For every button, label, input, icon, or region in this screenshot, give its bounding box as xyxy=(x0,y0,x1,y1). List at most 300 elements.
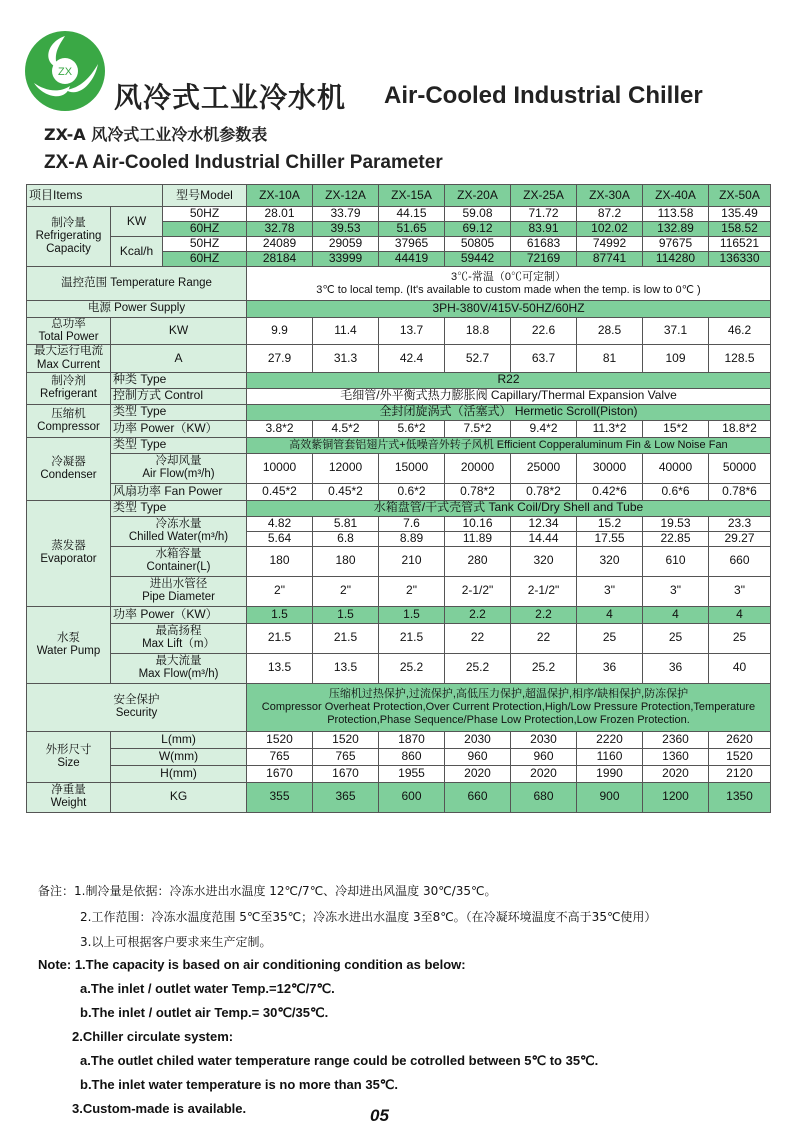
value-cell: 11.3*2 xyxy=(577,420,643,437)
value-cell: 1360 xyxy=(643,748,709,765)
value-cell: 52.7 xyxy=(445,345,511,372)
refrigerant-control: 毛细管/外平衡式热力膨胀阀 Capillary/Thermal Expansion Valve xyxy=(247,388,771,404)
cell-text: Protection,Phase Sequence/Phase Low Protection,Low Frozen Protection. xyxy=(327,713,690,726)
value-cell: 12000 xyxy=(313,453,379,483)
cell-text: Refrigerant xyxy=(40,388,97,401)
value-cell: 1870 xyxy=(379,731,445,748)
cell-text: Max Flow(m³/h) xyxy=(138,668,219,681)
value-cell: 25 xyxy=(643,623,709,653)
value-cell: 900 xyxy=(577,782,643,812)
table-row xyxy=(27,546,771,576)
value-cell: 113.58 xyxy=(643,207,709,222)
model-header: ZX-50A xyxy=(709,185,771,207)
value-cell: 660 xyxy=(709,546,771,576)
security-label xyxy=(27,683,247,731)
value-cell: 29.27 xyxy=(709,531,771,546)
value-cell: 21.5 xyxy=(379,623,445,653)
value-cell: 4.82 xyxy=(247,516,313,531)
sub-label: 类型 Type xyxy=(111,500,247,516)
value-cell: 17.55 xyxy=(577,531,643,546)
value-cell: 61683 xyxy=(511,237,577,252)
cell-text: 冷却风量 xyxy=(155,455,202,468)
total-power-label xyxy=(27,318,111,345)
value-cell: 25.2 xyxy=(445,653,511,683)
refrigerant-label xyxy=(27,372,111,404)
sub-label xyxy=(111,576,247,606)
value-cell: 37.1 xyxy=(643,318,709,345)
sub-label xyxy=(111,623,247,653)
table-row xyxy=(27,483,771,500)
cell-text: 蒸发器 xyxy=(51,540,86,553)
cell-text: 3℃-常温（0℃可定制） xyxy=(451,270,566,283)
value-cell: 2" xyxy=(313,576,379,606)
page-header xyxy=(22,28,792,118)
value-cell: 28.01 xyxy=(247,207,313,222)
zx-logo xyxy=(22,28,108,114)
value-cell: 11.4 xyxy=(313,318,379,345)
cell-text: 3℃ to local temp. (It's available to custom made when the temp. is low to 0℃ ) xyxy=(316,283,701,296)
header-model: 型号Model xyxy=(163,185,247,207)
value-cell: 132.89 xyxy=(643,222,709,237)
cell-text: 制冷剂 xyxy=(51,375,86,388)
sub-label: 种类 Type xyxy=(111,372,247,388)
value-cell: 23.3 xyxy=(709,516,771,531)
value-cell: 0.78*2 xyxy=(511,483,577,500)
table-row xyxy=(27,420,771,437)
cell-text: 最高扬程 xyxy=(155,625,202,638)
value-cell: 18.8 xyxy=(445,318,511,345)
table-row xyxy=(27,623,771,653)
value-cell: 960 xyxy=(445,748,511,765)
value-cell: 72169 xyxy=(511,252,577,267)
value-cell: 28184 xyxy=(247,252,313,267)
value-cell: 27.9 xyxy=(247,345,313,372)
value-cell: 39.53 xyxy=(313,222,379,237)
value-cell: 1670 xyxy=(313,765,379,782)
model-header: ZX-40A xyxy=(643,185,709,207)
note-cn-1: 备注：1.制冷量是依据：冷冻水进出水温度 12℃/7℃、冷却进出风温度 30℃/35℃。 xyxy=(38,884,497,898)
value-cell: 1955 xyxy=(379,765,445,782)
value-cell: 44419 xyxy=(379,252,445,267)
cell-text: Compressor xyxy=(37,420,100,433)
value-cell: 25.2 xyxy=(379,653,445,683)
cell-text: Security xyxy=(115,707,158,720)
table-row xyxy=(27,765,771,782)
value-cell: 9.9 xyxy=(247,318,313,345)
value-cell: 9.4*2 xyxy=(511,420,577,437)
cell-text: Compressor Overheat Protection,Over Current Protection,High/Low Pressure Protection,Temperature xyxy=(261,701,756,714)
sub-label: H(mm) xyxy=(111,765,247,782)
table-row xyxy=(27,437,771,453)
value-cell: 5.64 xyxy=(247,531,313,546)
value-cell: 2020 xyxy=(445,765,511,782)
table-row xyxy=(27,237,771,252)
value-cell: 33999 xyxy=(313,252,379,267)
value-cell: 180 xyxy=(313,546,379,576)
table-row xyxy=(27,516,771,531)
value-cell: 1990 xyxy=(577,765,643,782)
value-cell: 22 xyxy=(445,623,511,653)
value-cell: 2-1/2" xyxy=(511,576,577,606)
cell-text: Capacity xyxy=(46,243,91,256)
value-cell: 36 xyxy=(577,653,643,683)
hz-50: 50HZ xyxy=(163,207,247,222)
value-cell: 15.2 xyxy=(577,516,643,531)
cell-text: 外形尺寸 xyxy=(45,743,92,756)
weight-label xyxy=(27,782,111,812)
hz-60: 60HZ xyxy=(163,222,247,237)
value-cell: 1.5 xyxy=(379,606,445,623)
cell-text: 最大流量 xyxy=(155,655,202,668)
note-en-2: a.The inlet / outlet water Temp.=12℃/7℃. xyxy=(80,981,335,996)
value-cell: 0.78*6 xyxy=(709,483,771,500)
table-row xyxy=(27,782,771,812)
cell-text: Max Lift（m） xyxy=(142,638,215,651)
cell-text: 压缩机过热保护,过流保护,高低压力保护,超温保护,相序/缺相保护,防冻保护 xyxy=(328,688,689,701)
compressor-type: 全封闭旋涡式（活塞式） Hermetic Scroll(Piston) xyxy=(247,404,771,420)
value-cell: 1520 xyxy=(247,731,313,748)
cell-text: 安全保护 xyxy=(113,694,160,707)
cell-text: 最大运行电流 xyxy=(34,345,103,358)
value-cell: 6.8 xyxy=(313,531,379,546)
size-label xyxy=(27,731,111,782)
value-cell: 109 xyxy=(643,345,709,372)
value-cell: 29059 xyxy=(313,237,379,252)
evaporator-label xyxy=(27,500,111,606)
value-cell: 7.6 xyxy=(379,516,445,531)
value-cell: 1.5 xyxy=(313,606,379,623)
value-cell: 1520 xyxy=(313,731,379,748)
value-cell: 2" xyxy=(379,576,445,606)
value-cell: 2020 xyxy=(643,765,709,782)
table-row xyxy=(27,606,771,623)
value-cell: 32.78 xyxy=(247,222,313,237)
value-cell: 31.3 xyxy=(313,345,379,372)
value-cell: 15*2 xyxy=(643,420,709,437)
cell-text: 制冷量 xyxy=(51,216,86,229)
value-cell: 1670 xyxy=(247,765,313,782)
cell-text: 冷凝器 xyxy=(51,455,86,468)
sub-label: W(mm) xyxy=(111,748,247,765)
value-cell: 28.5 xyxy=(577,318,643,345)
refrig-kcal: Kcal/h xyxy=(111,237,163,267)
power-supply-value: 3PH-380V/415V-50HZ/60HZ xyxy=(247,301,771,318)
value-cell: 765 xyxy=(313,748,379,765)
value-cell: 210 xyxy=(379,546,445,576)
value-cell: 10000 xyxy=(247,453,313,483)
value-cell: 5.6*2 xyxy=(379,420,445,437)
model-header: ZX-20A xyxy=(445,185,511,207)
sub-label xyxy=(111,516,247,546)
value-cell: 4 xyxy=(577,606,643,623)
sub-label xyxy=(111,546,247,576)
value-cell: 21.5 xyxy=(313,623,379,653)
page-number: 05 xyxy=(370,1106,389,1125)
value-cell: 0.45*2 xyxy=(247,483,313,500)
value-cell: 4 xyxy=(643,606,709,623)
cell-text: 水泵 xyxy=(57,631,80,644)
cell-text: Evaporator xyxy=(40,553,97,566)
parameter-table xyxy=(26,184,771,813)
value-cell: 36 xyxy=(643,653,709,683)
value-cell: 0.6*2 xyxy=(379,483,445,500)
table-row xyxy=(27,185,771,207)
table-row xyxy=(27,748,771,765)
cell-text: Weight xyxy=(50,797,87,810)
condenser-label xyxy=(27,437,111,500)
cell-text: Chilled Water(m³/h) xyxy=(128,531,229,544)
value-cell: 1.5 xyxy=(247,606,313,623)
table-row xyxy=(27,576,771,606)
value-cell: 22 xyxy=(511,623,577,653)
temp-range-value xyxy=(247,267,771,301)
hz-60: 60HZ xyxy=(163,252,247,267)
table-row xyxy=(27,388,771,404)
value-cell: 40000 xyxy=(643,453,709,483)
unit-cell: KW xyxy=(111,318,247,345)
value-cell: 71.72 xyxy=(511,207,577,222)
value-cell: 33.79 xyxy=(313,207,379,222)
table-row xyxy=(27,653,771,683)
note-en-7: 3.Custom-made is available. xyxy=(72,1101,247,1116)
value-cell: 136330 xyxy=(709,252,771,267)
unit-cell: A xyxy=(111,345,247,372)
value-cell: 59.08 xyxy=(445,207,511,222)
page-title-en: Air-Cooled Industrial Chiller xyxy=(384,82,703,109)
model-header: ZX-30A xyxy=(577,185,643,207)
value-cell: 860 xyxy=(379,748,445,765)
value-cell: 50805 xyxy=(445,237,511,252)
value-cell: 610 xyxy=(643,546,709,576)
value-cell: 680 xyxy=(511,782,577,812)
table-row xyxy=(27,207,771,222)
table-row xyxy=(27,267,771,301)
value-cell: 2030 xyxy=(445,731,511,748)
compressor-label xyxy=(27,404,111,437)
value-cell: 3" xyxy=(643,576,709,606)
value-cell: 102.02 xyxy=(577,222,643,237)
value-cell: 22.85 xyxy=(643,531,709,546)
value-cell: 44.15 xyxy=(379,207,445,222)
value-cell: 3.8*2 xyxy=(247,420,313,437)
value-cell: 2030 xyxy=(511,731,577,748)
table-row xyxy=(27,500,771,516)
value-cell: 2" xyxy=(247,576,313,606)
value-cell: 51.65 xyxy=(379,222,445,237)
value-cell: 1520 xyxy=(709,748,771,765)
value-cell: 158.52 xyxy=(709,222,771,237)
value-cell: 42.4 xyxy=(379,345,445,372)
value-cell: 13.7 xyxy=(379,318,445,345)
value-cell: 2620 xyxy=(709,731,771,748)
value-cell: 25000 xyxy=(511,453,577,483)
cell-text: Pipe Diameter xyxy=(142,591,215,604)
note-cn-2: 2.工作范围：冷冻水温度范围 5℃至35℃；冷冻水进出水温度 3至8℃。（在冷凝环境温度不高于35℃使用） xyxy=(80,910,657,924)
sub-label: 功率 Power（KW） xyxy=(111,420,247,437)
cell-text: Refrigerating xyxy=(35,229,102,242)
value-cell: 660 xyxy=(445,782,511,812)
value-cell: 280 xyxy=(445,546,511,576)
note-cn-3: 3.以上可根据客户要求来生产定制。 xyxy=(80,935,272,949)
value-cell: 180 xyxy=(247,546,313,576)
note-en-4: 2.Chiller circulate system: xyxy=(72,1029,234,1044)
table-row xyxy=(27,731,771,748)
value-cell: 3" xyxy=(709,576,771,606)
value-cell: 97675 xyxy=(643,237,709,252)
page-title-cn: 风冷式工业冷水机 xyxy=(114,81,347,114)
temp-range-label: 温控范围 Temperature Range xyxy=(27,267,247,301)
note-en-5: a.The outlet chiled water temperature range could be cotrolled between 5℃ to 35℃. xyxy=(80,1053,599,1068)
value-cell: 40 xyxy=(709,653,771,683)
value-cell: 8.89 xyxy=(379,531,445,546)
value-cell: 10.16 xyxy=(445,516,511,531)
value-cell: 5.81 xyxy=(313,516,379,531)
value-cell: 50000 xyxy=(709,453,771,483)
value-cell: 116521 xyxy=(709,237,771,252)
model-header: ZX-10A xyxy=(247,185,313,207)
pump-label xyxy=(27,606,111,683)
value-cell: 81 xyxy=(577,345,643,372)
sub-label: 功率 Power（KW） xyxy=(111,606,247,623)
cell-text: 总功率 xyxy=(51,318,86,330)
value-cell: 600 xyxy=(379,782,445,812)
note-en-3: b.The inlet / outlet air Temp.= 30℃/35℃. xyxy=(80,1005,329,1020)
hz-50: 50HZ xyxy=(163,237,247,252)
value-cell: 25 xyxy=(577,623,643,653)
value-cell: 11.89 xyxy=(445,531,511,546)
cell-text: Air Flow(m³/h) xyxy=(142,468,215,481)
value-cell: 0.6*6 xyxy=(643,483,709,500)
cell-text: 净重量 xyxy=(51,784,86,797)
value-cell: 13.5 xyxy=(247,653,313,683)
table-row xyxy=(27,453,771,483)
model-header: ZX-15A xyxy=(379,185,445,207)
value-cell: 12.34 xyxy=(511,516,577,531)
sub-label: 类型 Type xyxy=(111,404,247,420)
value-cell: 2020 xyxy=(511,765,577,782)
cell-text: Container(L) xyxy=(146,561,211,574)
value-cell: 2.2 xyxy=(511,606,577,623)
value-cell: 320 xyxy=(577,546,643,576)
cell-text: 进出水管径 xyxy=(149,578,208,591)
sub-label xyxy=(111,653,247,683)
value-cell: 25 xyxy=(709,623,771,653)
subtitle-cn: ZX-A 风冷式工业冷水机参数表 xyxy=(44,125,268,144)
value-cell: 2-1/2" xyxy=(445,576,511,606)
value-cell: 83.91 xyxy=(511,222,577,237)
value-cell: 25.2 xyxy=(511,653,577,683)
value-cell: 30000 xyxy=(577,453,643,483)
value-cell: 87.2 xyxy=(577,207,643,222)
value-cell: 24089 xyxy=(247,237,313,252)
value-cell: 15000 xyxy=(379,453,445,483)
value-cell: 74992 xyxy=(577,237,643,252)
value-cell: 1350 xyxy=(709,782,771,812)
value-cell: 2.2 xyxy=(445,606,511,623)
value-cell: 320 xyxy=(511,546,577,576)
value-cell: 18.8*2 xyxy=(709,420,771,437)
cell-text: Water Pump xyxy=(36,644,101,657)
sub-label: 控制方式 Control xyxy=(111,388,247,404)
value-cell: 22.6 xyxy=(511,318,577,345)
sub-label xyxy=(111,453,247,483)
model-header: ZX-25A xyxy=(511,185,577,207)
value-cell: 20000 xyxy=(445,453,511,483)
refrigerant-type: R22 xyxy=(247,372,771,388)
value-cell: 14.44 xyxy=(511,531,577,546)
value-cell: 2120 xyxy=(709,765,771,782)
table-row xyxy=(27,372,771,388)
value-cell: 960 xyxy=(511,748,577,765)
table-row xyxy=(27,318,771,345)
value-cell: 2360 xyxy=(643,731,709,748)
refrig-label xyxy=(27,207,111,267)
max-current-label xyxy=(27,345,111,372)
model-header: ZX-12A xyxy=(313,185,379,207)
value-cell: 7.5*2 xyxy=(445,420,511,437)
table-row xyxy=(27,683,771,731)
value-cell: 69.12 xyxy=(445,222,511,237)
value-cell: 2220 xyxy=(577,731,643,748)
value-cell: 1200 xyxy=(643,782,709,812)
value-cell: 0.78*2 xyxy=(445,483,511,500)
value-cell: 4.5*2 xyxy=(313,420,379,437)
value-cell: 365 xyxy=(313,782,379,812)
evaporator-type: 水箱盘管/干式壳管式 Tank Coil/Dry Shell and Tube xyxy=(247,500,771,516)
unit-cell: KG xyxy=(111,782,247,812)
sub-label: 风扇功率 Fan Power xyxy=(111,483,247,500)
refrig-kw: KW xyxy=(111,207,163,237)
cell-text: Total Power xyxy=(38,331,99,344)
sub-label: 类型 Type xyxy=(111,437,247,453)
value-cell: 0.42*6 xyxy=(577,483,643,500)
value-cell: 37965 xyxy=(379,237,445,252)
note-en-6: b.The inlet water temperature is no more than 35℃. xyxy=(80,1077,399,1092)
value-cell: 19.53 xyxy=(643,516,709,531)
value-cell: 1160 xyxy=(577,748,643,765)
value-cell: 21.5 xyxy=(247,623,313,653)
sub-label: L(mm) xyxy=(111,731,247,748)
value-cell: 135.49 xyxy=(709,207,771,222)
value-cell: 46.2 xyxy=(709,318,771,345)
value-cell: 59442 xyxy=(445,252,511,267)
table-row xyxy=(27,345,771,372)
cell-text: Condenser xyxy=(40,468,97,481)
logo-text: ZX xyxy=(57,66,73,78)
value-cell: 4 xyxy=(709,606,771,623)
value-cell: 3" xyxy=(577,576,643,606)
cell-text: 水箱容量 xyxy=(155,548,202,561)
value-cell: 114280 xyxy=(643,252,709,267)
header-items: 项目Items xyxy=(27,185,163,207)
cell-text: 压缩机 xyxy=(51,407,86,420)
condenser-type: 高效紫铜管套铝翅片式+低噪音外转子风机 Efficient Copperaluminum Fin & Low Noise Fan xyxy=(247,437,771,453)
value-cell: 355 xyxy=(247,782,313,812)
power-supply-label: 电源 Power Supply xyxy=(27,301,247,318)
note-en-1: Note: 1.The capacity is based on air conditioning condition as below: xyxy=(38,957,466,972)
cell-text: Size xyxy=(57,756,80,769)
value-cell: 87741 xyxy=(577,252,643,267)
table-row xyxy=(27,301,771,318)
cell-text: Max Current xyxy=(36,358,101,371)
value-cell: 765 xyxy=(247,748,313,765)
cell-text: 冷冻水量 xyxy=(155,518,202,531)
table-row xyxy=(27,404,771,420)
value-cell: 128.5 xyxy=(709,345,771,372)
security-value xyxy=(247,683,771,731)
value-cell: 0.45*2 xyxy=(313,483,379,500)
value-cell: 63.7 xyxy=(511,345,577,372)
